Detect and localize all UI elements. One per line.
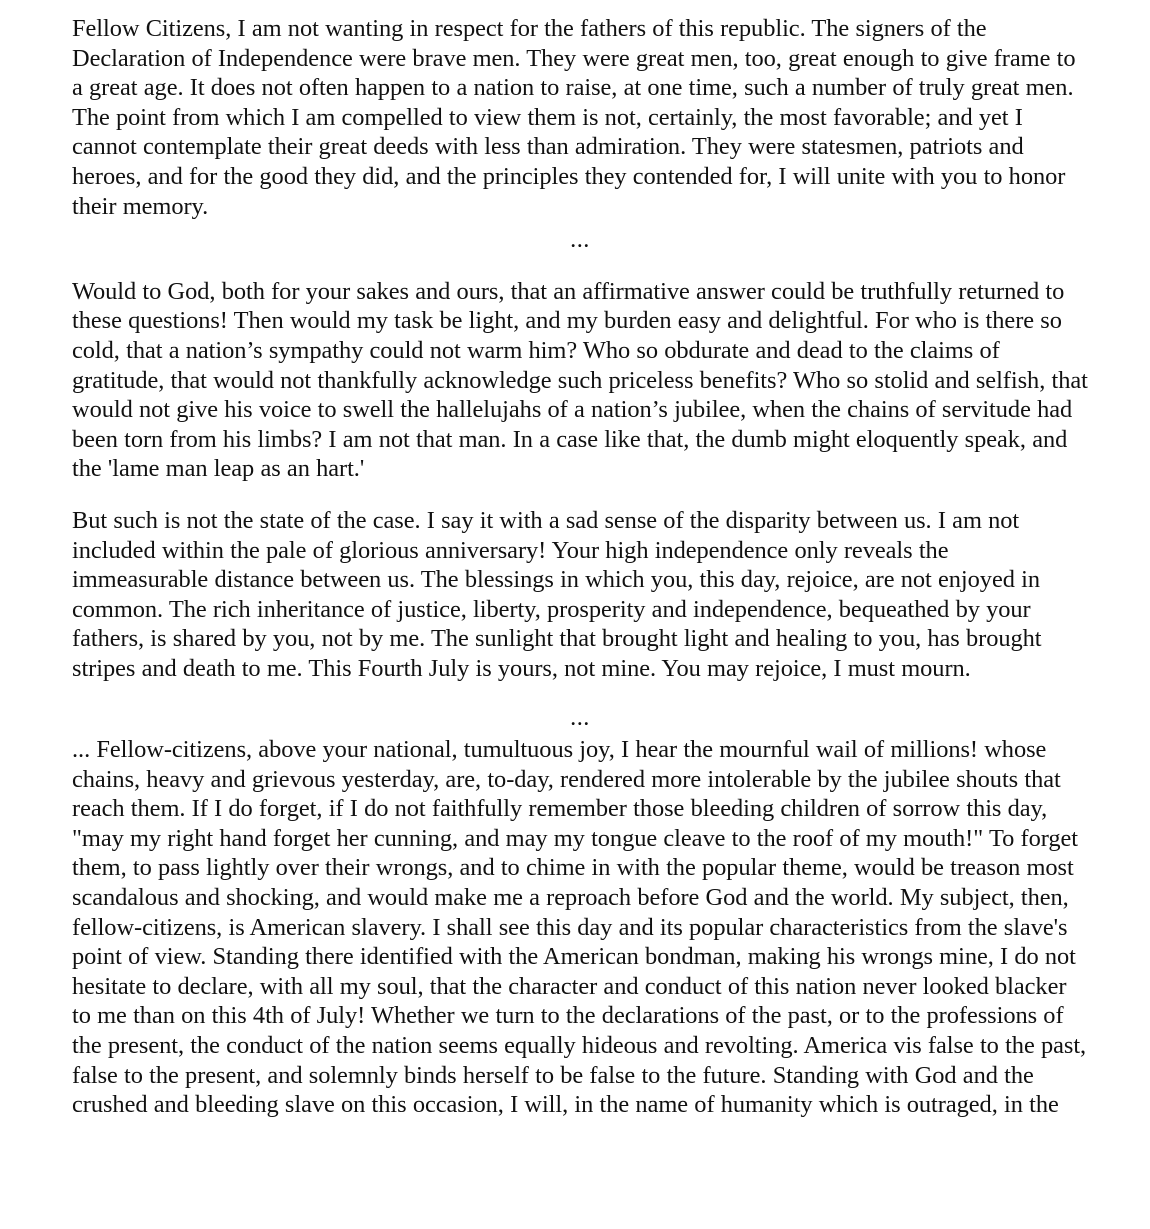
section-divider-1: ...	[570, 226, 590, 254]
paragraph-4: ... Fellow-citizens, above your national, tumultuous joy, I hear the mournful wail of millions! whose chains, heavy and grievous yesterday, are, to-day, rendered more intolerable by the jubilee shouts that reach them. If I do forget, if I do not faithfully remember those bleeding children of sorrow this day, "may my right hand forget her cunning, and may my tongue cleave to the roof of my mouth!" To forget them, to pass lightly over their wrongs, and to chime in with the popular theme, would be treason most scandalous and shocking, and would make me a reproach before God and the world. My subject, then, fellow-citizens, is American slavery. I shall see this day and its popular characteristics from the slave's point of view. Standing there identified with the American bondman, making his wrongs mine, I do not hesitate to declare, with all my soul, that the character and conduct of this nation never looked blacker to me than on this 4th of July! Whether we turn to the declarations of the past, or to the professions of the present, the conduct of the nation seems equally hideous and revolting. America vis false to the past, false to the present, and solemnly binds herself to be false to the future. Standing with God and the crushed and bleeding slave on this occasion, I will, in the name of humanity which is outraged, in the	[72, 736, 1087, 1119]
paragraph-1: Fellow Citizens, I am not wanting in respect for the fathers of this republic. The signers of the Declaration of Independence were brave men. They were great men, too, great enough to give frame to a great age. It does not often happen to a nation to raise, at one time, such a number of truly great men. The point from which I am compelled to view them is not, certainly, the most favorable; and yet I cannot contemplate their great deeds with less than admiration. They were statesmen, patriots and heroes, and for the good they did, and the principles they contended for, I will unite with you to honor their memory.	[72, 15, 1076, 220]
section-divider-2: ...	[570, 704, 590, 732]
paragraph-2: Would to God, both for your sakes and ours, that an affirmative answer could be truthfully returned to these questions! Then would my task be light, and my burden easy and delightful. For who is there so cold, that a nation’s sympathy could not warm him? Who so obdurate and dead to the claims of gratitude, that would not thankfully acknowledge such priceless benefits? Who so stolid and selfish, that would not give his voice to swell the hallelujahs of a nation’s jubilee, when the chains of servitude had been torn from his limbs? I am not that man. In a case like that, the dumb might eloquently speak, and the 'lame man leap as an hart.'	[72, 277, 1088, 483]
paragraph-3: But such is not the state of the case. I say it with a sad sense of the disparity between us. I am not included within the pale of glorious anniversary! Your high independence only reveals the immeasurable distance between us. The blessings in which you, this day, rejoice, are not enjoyed in common. The rich inheritance of justice, liberty, prosperity and independence, bequeathed by your fathers, is shared by you, not by me. The sunlight that brought light and healing to you, has brought stripes and death to me. This Fourth July is yours, not mine. You may rejoice, I must mourn.	[72, 506, 1042, 682]
